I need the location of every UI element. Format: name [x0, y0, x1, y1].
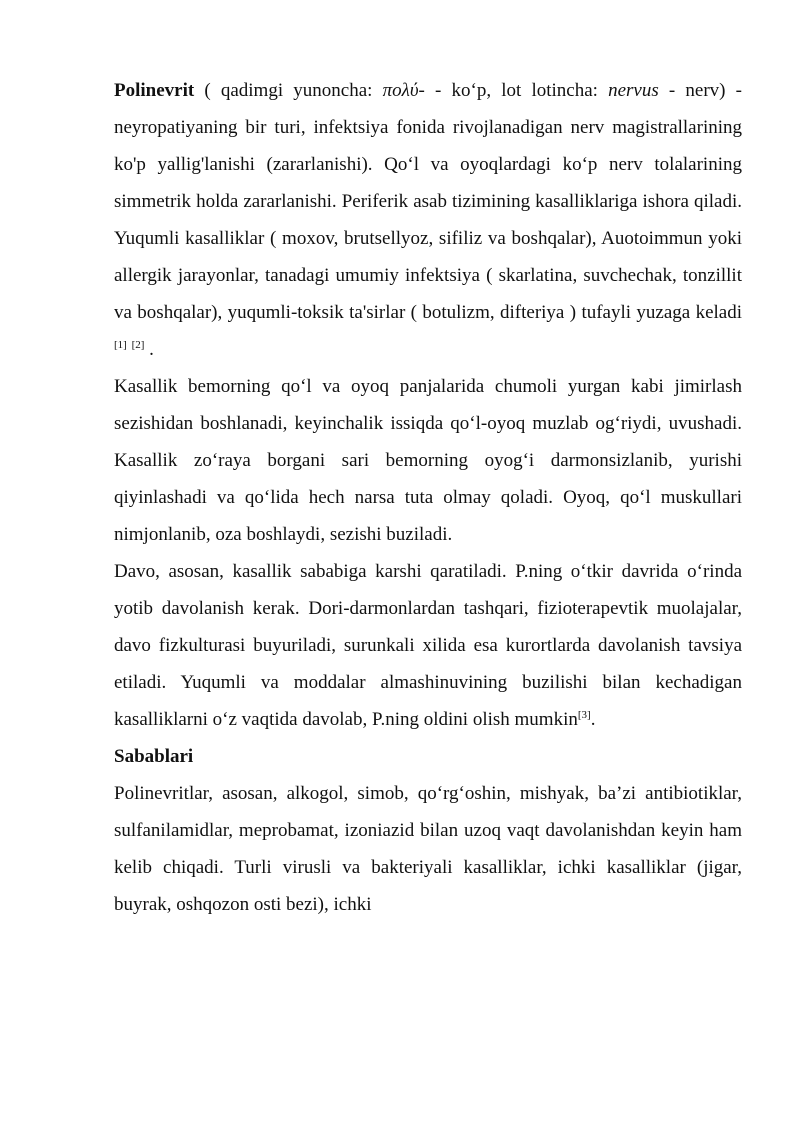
causes-paragraph: Polinevritlar, asosan, alkogol, simob, qo‘rg‘oshin, mishyak, ba’zi antibiotiklar, sulfanilamidlar, meprobamat, izoniazid bilan uzoq vaqt davolanishdan keyin ham kelib chiqadi. Turli virusli va bakteriyali kasalliklar, ichki kasalliklar (jigar, buyrak, oshqozon osti bezi), ichki — [114, 783, 742, 915]
treatment-paragraph — [114, 553, 742, 738]
latin-word: nervus — [608, 80, 659, 101]
reference-3[interactable]: [3] — [577, 709, 591, 721]
symptoms-paragraph: Kasallik bemorning qo‘l va oyoq panjalarida chumoli yurgan kabi jimirlash sezishidan boshlanadi, keyinchalik issiqda qo‘l-oyoq muzlab og‘riydi, uvushadi. Kasallik zo‘raya borgani sari bemorning oyog‘i darmonsizlanib, yurishi qiyinlashadi va qo‘lida hech narsa tuta olmay qoladi. Oyoq, qo‘l muskullari nimjonlanib, oza boshlaydi, sezishi buziladi. — [114, 376, 742, 545]
term-polinevrit: Polinevrit — [114, 80, 195, 101]
intro-paragraph — [114, 72, 742, 368]
reference-2[interactable]: [2] — [131, 339, 145, 351]
intro-text-4: . — [144, 339, 154, 360]
treatment-end: . — [590, 709, 596, 730]
section-heading-sabablari: Sabablari — [114, 746, 194, 767]
intro-text-3: - nerv) - neyropatiyaning bir turi, infektsiya fonida rivojlanadigan nerv magistrallarining ko'p yallig'lanishi (zararlanishi). Qo‘l va oyoqlardagi ko‘p nerv tolalarining simmetrik holda zararlanishi. Periferik asab tizimining kasalliklariga ishora qiladi. Yuqumli kasalliklar ( moxov, brutsellyoz, sifiliz va boshqalar), Auotoimmun yoki allergik jarayonlar, tanadagi umumiy infektsiya ( skarlatina, suvchechak, tonzillit va boshqalar), yuqumli-toksik ta'sirlar ( botulizm, difteriya ) tufayli yuzaga keladi — [114, 80, 742, 323]
greek-word: πολύ- — [382, 80, 425, 101]
reference-1[interactable]: [1] — [114, 339, 127, 351]
intro-text-1: ( qadimgi yunoncha: — [194, 80, 383, 101]
intro-text-2: - ko‘p, lot lotincha: — [424, 80, 609, 101]
treatment-text: Davo, asosan, kasallik sababiga karshi qaratiladi. P.ning o‘tkir davrida o‘rinda yotib davolanish kerak. Dori-darmonlardan tashqari, fizioterapevtik muolajalar, davo fizkulturasi buyuriladi, surunkali xilida esa kurortlarda davolanish tavsiya etiladi. Yuqumli va moddalar almashinuvining buzilishi bilan kechadigan kasalliklarni o‘z vaqtida davolab, P.ning oldini olish mumkin — [114, 561, 742, 730]
